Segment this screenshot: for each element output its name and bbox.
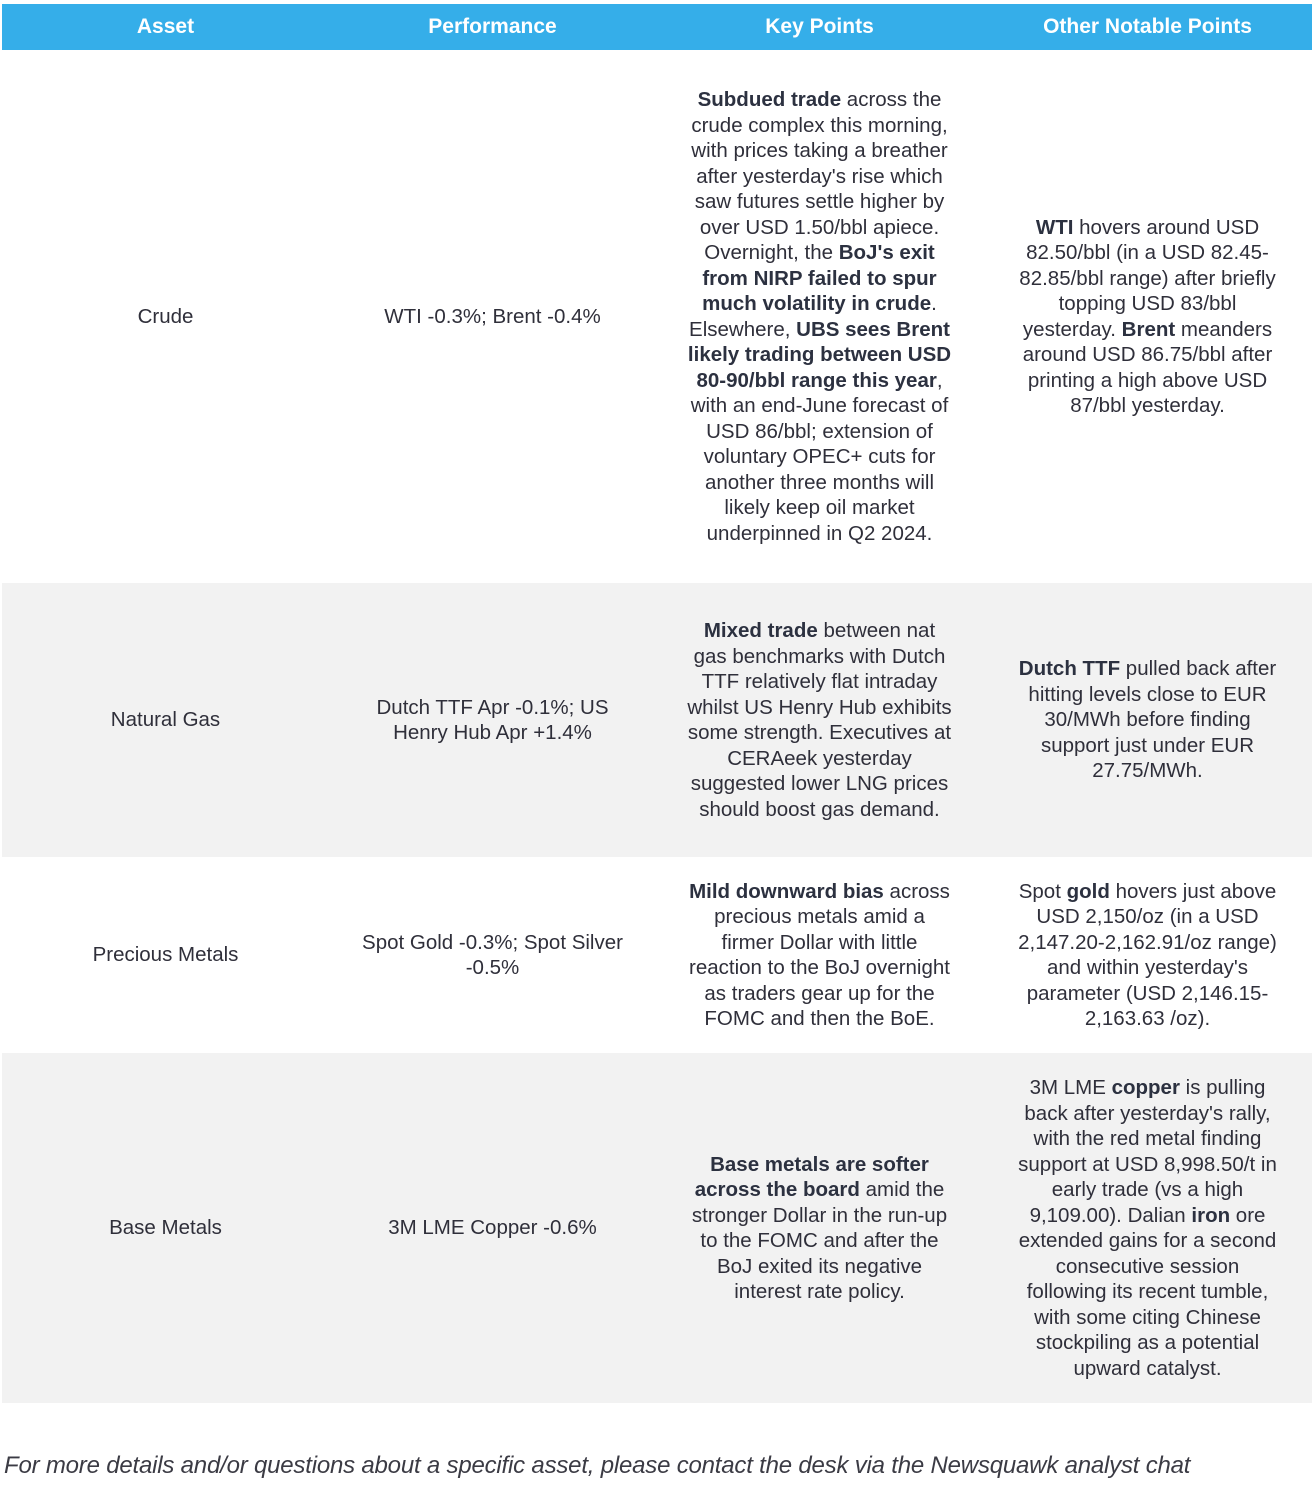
table-row [2, 857, 1312, 1053]
table-row [2, 1053, 1312, 1403]
bold-text: UBS sees Brent likely trading between USD 80-90/bbl range this year [687, 317, 952, 392]
table-row [2, 583, 1312, 857]
other-points-cell [983, 50, 1312, 583]
text-run: hovers just above USD 2,150/oz (in a USD 2,147.20-2,162.91/oz range) and within yesterday's parameter (USD 2,146.15-2,163.63 /oz). [1018, 879, 1277, 1030]
header-asset: Asset [2, 4, 329, 50]
text-run: meanders around USD 86.75/bbl after printing a high above USD 87/bbl yesterday. [1022, 317, 1273, 417]
bold-text: Mild downward bias [689, 879, 884, 903]
bold-text: Dutch TTF [1018, 657, 1121, 681]
header-performance: Performance [329, 4, 656, 50]
text-run: pulled back after hitting levels close to EUR 30/MWh before finding support just under EUR 27.75/MWh. [1028, 657, 1277, 783]
performance-cell: WTI -0.3%; Brent -0.4% [384, 304, 601, 328]
other-points-cell [983, 1053, 1312, 1403]
other-points-cell [983, 583, 1312, 857]
text-run: hovers around USD 82.50/bbl (in a USD 82.45-82.85/bbl range) after briefly topping USD 83/bbl yesterday. [1019, 215, 1276, 341]
performance-cell: Dutch TTF Apr -0.1%; US Henry Hub Apr +1.4% [329, 583, 656, 857]
bold-text: Mixed trade [703, 619, 818, 642]
bold-text: Subdued trade [697, 88, 842, 111]
text-run: between nat gas benchmarks with Dutch TTF relatively flat intraday whilst US Henry Hub exhibits some strength. Executives at CERAeek yesterday suggested lower LNG prices should boost gas demand. [687, 619, 952, 821]
other-points-cell [983, 857, 1312, 1053]
header-key-points: Key Points [656, 4, 983, 50]
text-run: , with an end-June forecast of USD 86/bbl; extension of voluntary OPEC+ cuts for another three months will likely keep oil market underpinned in Q2 2024. [690, 368, 949, 545]
text-run: across precious metals amid a firmer Dollar with little reaction to the BoJ overnight as traders gear up for the FOMC and then the BoE. [689, 879, 950, 1030]
text-run: ore extended gains for a second consecutive session following its recent tumble, with some citing Chinese stockpiling as a potential upward catalyst. [1018, 1203, 1277, 1380]
asset-cell: Precious Metals [92, 943, 239, 967]
text-run: . Elsewhere, [689, 292, 937, 341]
text-run: Spot [1018, 879, 1067, 903]
header-other-notable-points: Other Notable Points [983, 4, 1312, 50]
asset-cell: Base Metals [2, 1053, 329, 1403]
text-run: is pulling back after yesterday's rally, with the red metal finding support at USD 8,998.50/t in early trade (vs a high 9,109.00). Dalian [1018, 1076, 1277, 1227]
commodities-table [2, 4, 1312, 1403]
header-row [2, 4, 1312, 50]
performance-cell: 3M LME Copper -0.6% [329, 1053, 656, 1403]
bold-text: iron [1191, 1203, 1231, 1227]
bold-text: gold [1066, 879, 1110, 903]
asset-cell: Natural Gas [2, 583, 329, 857]
key-points-cell [656, 50, 983, 583]
performance-cell: Spot Gold -0.3%; Spot Silver -0.5% [362, 930, 623, 979]
key-points-cell [656, 1053, 983, 1403]
table-row [2, 50, 1312, 583]
text-run: across the crude complex this morning, with prices taking a breather after yesterday's rise which saw futures settle higher by over USD 1.50/bbl apiece. Overnight, the [691, 88, 948, 264]
text-run: amid the stronger Dollar in the run-up to the FOMC and after the BoJ exited its negative interest rate policy. [691, 1178, 948, 1303]
bold-text: Base metals are softer across the board [694, 1152, 929, 1201]
asset-cell: Crude [137, 304, 194, 328]
bold-text: Brent [1121, 317, 1176, 341]
bold-text: copper [1111, 1076, 1180, 1099]
text-run: 3M LME [1029, 1076, 1112, 1099]
bold-text: BoJ's exit from NIRP failed to spur much volatility in crude [702, 241, 937, 315]
bold-text: WTI [1035, 215, 1074, 239]
key-points-cell [656, 583, 983, 857]
footer-note: For more details and/or questions about a specific asset, please contact the desk via the Newsquawk analyst chat [4, 1452, 1191, 1479]
key-points-cell [656, 857, 983, 1053]
